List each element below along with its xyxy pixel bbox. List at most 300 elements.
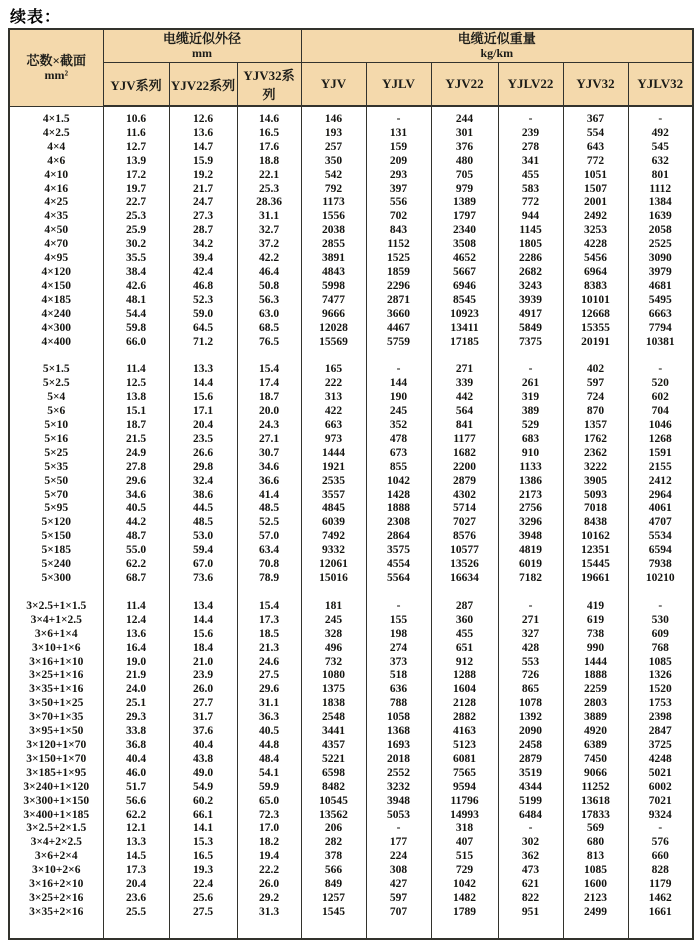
value-cell: 1375 xyxy=(301,683,366,697)
table-row xyxy=(9,530,693,544)
value-cell: 841 xyxy=(431,419,498,433)
value-cell: 912 xyxy=(431,656,498,670)
value-cell: 29.6 xyxy=(237,683,301,697)
table-row xyxy=(9,892,693,906)
value-cell: 37.2 xyxy=(237,238,301,252)
value-cell: 22.1 xyxy=(237,169,301,183)
value-cell: 6002 xyxy=(628,781,693,795)
value-cell: 352 xyxy=(366,419,431,433)
table-row xyxy=(9,405,693,419)
value-cell: 23.5 xyxy=(169,433,237,447)
value-cell: 29.3 xyxy=(103,711,169,725)
value-cell: 2308 xyxy=(366,516,431,530)
core-size-cell: 3×400+1×185 xyxy=(9,809,103,823)
value-cell: 27.5 xyxy=(237,669,301,683)
value-cell: 663 xyxy=(301,419,366,433)
value-cell: 62.2 xyxy=(103,558,169,572)
spacer-row xyxy=(9,106,693,113)
value-cell: 6081 xyxy=(431,753,498,767)
value-cell xyxy=(366,349,431,363)
table-row xyxy=(9,294,693,308)
value-cell: 209 xyxy=(366,155,431,169)
value-cell: 8438 xyxy=(563,516,628,530)
value-cell: 53.0 xyxy=(169,530,237,544)
value-cell: 274 xyxy=(366,642,431,656)
value-cell: 261 xyxy=(498,377,563,391)
value-cell: 2296 xyxy=(366,280,431,294)
value-cell: 3296 xyxy=(498,516,563,530)
table-row xyxy=(9,711,693,725)
value-cell: 979 xyxy=(431,183,498,197)
core-size-cell: 4×6 xyxy=(9,155,103,169)
value-cell: 54.1 xyxy=(237,767,301,781)
header-od-group xyxy=(103,29,301,63)
value-cell: 34.6 xyxy=(103,489,169,503)
value-cell: 1058 xyxy=(366,711,431,725)
value-cell: 1888 xyxy=(366,502,431,516)
table-row xyxy=(9,475,693,489)
value-cell: 3948 xyxy=(498,530,563,544)
value-cell: 12061 xyxy=(301,558,366,572)
core-size-cell: 4×185 xyxy=(9,294,103,308)
value-cell: 8383 xyxy=(563,280,628,294)
core-size-cell: 4×10 xyxy=(9,169,103,183)
value-cell: 367 xyxy=(563,113,628,127)
value-cell: 15355 xyxy=(563,322,628,336)
value-cell: 1921 xyxy=(301,461,366,475)
value-cell: 843 xyxy=(366,224,431,238)
value-cell: 7477 xyxy=(301,294,366,308)
value-cell: 3575 xyxy=(366,544,431,558)
value-cell: 704 xyxy=(628,405,693,419)
value-cell: 14.4 xyxy=(169,614,237,628)
value-cell xyxy=(237,920,301,939)
value-cell: 455 xyxy=(431,628,498,642)
value-cell: 43.8 xyxy=(169,753,237,767)
core-size-cell: 3×240+1×120 xyxy=(9,781,103,795)
value-cell: 2038 xyxy=(301,224,366,238)
value-cell: 350 xyxy=(301,155,366,169)
value-cell: 52.3 xyxy=(169,294,237,308)
table-row xyxy=(9,878,693,892)
value-cell xyxy=(366,106,431,113)
core-size-cell: 3×6+1×4 xyxy=(9,628,103,642)
value-cell: 609 xyxy=(628,628,693,642)
value-cell: 22.2 xyxy=(237,864,301,878)
value-cell: 2964 xyxy=(628,489,693,503)
core-size-cell: 4×35 xyxy=(9,210,103,224)
value-cell: 293 xyxy=(366,169,431,183)
value-cell: 2398 xyxy=(628,711,693,725)
value-cell xyxy=(169,586,237,600)
value-cell: 59.4 xyxy=(169,544,237,558)
value-cell: 3222 xyxy=(563,461,628,475)
spacer-row xyxy=(9,586,693,600)
value-cell: 2001 xyxy=(563,196,628,210)
value-cell: 60.2 xyxy=(169,795,237,809)
value-cell: 31.1 xyxy=(237,697,301,711)
value-cell: 177 xyxy=(366,836,431,850)
value-cell: 257 xyxy=(301,141,366,155)
value-cell: 181 xyxy=(301,600,366,614)
value-cell: 5495 xyxy=(628,294,693,308)
core-size-cell: 3×120+1×70 xyxy=(9,739,103,753)
value-cell: 50.8 xyxy=(237,280,301,294)
value-cell xyxy=(301,349,366,363)
core-size-cell: 5×70 xyxy=(9,489,103,503)
value-cell: 3441 xyxy=(301,725,366,739)
value-cell: 36.8 xyxy=(103,739,169,753)
value-cell: 144 xyxy=(366,377,431,391)
value-cell: 55.0 xyxy=(103,544,169,558)
value-cell: 5714 xyxy=(431,502,498,516)
table-row xyxy=(9,113,693,127)
table-row xyxy=(9,739,693,753)
value-cell xyxy=(169,106,237,113)
value-cell: 25.5 xyxy=(103,906,169,920)
value-cell: 1257 xyxy=(301,892,366,906)
value-cell: 27.3 xyxy=(169,210,237,224)
value-cell: 7182 xyxy=(498,572,563,586)
value-cell xyxy=(563,586,628,600)
core-size-cell: 5×1.5 xyxy=(9,363,103,377)
value-cell xyxy=(366,920,431,939)
value-cell: 402 xyxy=(563,363,628,377)
value-cell: 27.7 xyxy=(169,697,237,711)
value-cell: 313 xyxy=(301,391,366,405)
value-cell xyxy=(431,106,498,113)
value-cell: 13411 xyxy=(431,322,498,336)
value-cell: 22.7 xyxy=(103,196,169,210)
value-cell: 5123 xyxy=(431,739,498,753)
value-cell: 2871 xyxy=(366,294,431,308)
value-cell: 772 xyxy=(498,196,563,210)
value-cell: - xyxy=(498,363,563,377)
table-row xyxy=(9,795,693,809)
value-cell: 3891 xyxy=(301,252,366,266)
value-cell: 15.3 xyxy=(169,836,237,850)
table-row xyxy=(9,683,693,697)
value-cell: 4302 xyxy=(431,489,498,503)
value-cell: 63.0 xyxy=(237,308,301,322)
core-size-cell: 5×16 xyxy=(9,433,103,447)
value-cell: 10210 xyxy=(628,572,693,586)
value-cell: 1288 xyxy=(431,669,498,683)
value-cell: 564 xyxy=(431,405,498,419)
value-cell: 14.5 xyxy=(103,850,169,864)
value-cell: 19.3 xyxy=(169,864,237,878)
value-cell: - xyxy=(628,822,693,836)
value-cell: 4554 xyxy=(366,558,431,572)
value-cell: 6484 xyxy=(498,809,563,823)
value-cell: 48.7 xyxy=(103,530,169,544)
value-cell: 2458 xyxy=(498,739,563,753)
table-row xyxy=(9,516,693,530)
table-row xyxy=(9,656,693,670)
value-cell: 951 xyxy=(498,906,563,920)
value-cell: 3725 xyxy=(628,739,693,753)
value-cell: 20.4 xyxy=(103,878,169,892)
value-cell: - xyxy=(498,600,563,614)
value-cell: 44.8 xyxy=(237,739,301,753)
value-cell: 72.3 xyxy=(237,809,301,823)
core-size-cell: 3×25+2×16 xyxy=(9,892,103,906)
value-cell: 31.7 xyxy=(169,711,237,725)
value-cell: 990 xyxy=(563,642,628,656)
value-cell: 17185 xyxy=(431,336,498,350)
value-cell: 1080 xyxy=(301,669,366,683)
value-cell: 569 xyxy=(563,822,628,836)
value-cell: 1753 xyxy=(628,697,693,711)
value-cell: 46.4 xyxy=(237,266,301,280)
table-row xyxy=(9,725,693,739)
value-cell: 2200 xyxy=(431,461,498,475)
value-cell: 10923 xyxy=(431,308,498,322)
value-cell: 515 xyxy=(431,850,498,864)
table-row xyxy=(9,252,693,266)
value-cell: 5849 xyxy=(498,322,563,336)
value-cell: 66.0 xyxy=(103,336,169,350)
value-cell: 10.6 xyxy=(103,113,169,127)
value-cell: 155 xyxy=(366,614,431,628)
value-cell: 13.4 xyxy=(169,600,237,614)
value-cell: 801 xyxy=(628,169,693,183)
value-cell: 813 xyxy=(563,850,628,864)
value-cell: 4163 xyxy=(431,725,498,739)
value-cell: 3889 xyxy=(563,711,628,725)
value-cell: 724 xyxy=(563,391,628,405)
core-size-cell: 4×50 xyxy=(9,224,103,238)
core-size-cell: 3×70+1×35 xyxy=(9,711,103,725)
value-cell: 44.2 xyxy=(103,516,169,530)
value-cell: 31.1 xyxy=(237,210,301,224)
value-cell: 12.6 xyxy=(169,113,237,127)
value-cell: 944 xyxy=(498,210,563,224)
value-cell: 2855 xyxy=(301,238,366,252)
value-cell: 6598 xyxy=(301,767,366,781)
value-cell: 33.8 xyxy=(103,725,169,739)
header-col-yjv32-series: YJV32系列 xyxy=(237,63,301,107)
value-cell: 1268 xyxy=(628,433,693,447)
value-cell: 1507 xyxy=(563,183,628,197)
core-size-cell: 5×35 xyxy=(9,461,103,475)
value-cell: 1520 xyxy=(628,683,693,697)
core-size-cell: 3×185+1×95 xyxy=(9,767,103,781)
value-cell: 19.0 xyxy=(103,656,169,670)
value-cell xyxy=(498,586,563,600)
core-size-cell: 3×10+1×6 xyxy=(9,642,103,656)
value-cell xyxy=(498,349,563,363)
value-cell: 57.0 xyxy=(237,530,301,544)
value-cell: 2492 xyxy=(563,210,628,224)
value-cell: 6663 xyxy=(628,308,693,322)
value-cell: 25.3 xyxy=(103,210,169,224)
value-cell: - xyxy=(366,363,431,377)
table-row xyxy=(9,502,693,516)
core-size-cell: 3×10+2×6 xyxy=(9,864,103,878)
value-cell: 4467 xyxy=(366,322,431,336)
value-cell: 419 xyxy=(563,600,628,614)
value-cell: 3660 xyxy=(366,308,431,322)
value-cell: 15.9 xyxy=(169,155,237,169)
value-cell: 38.6 xyxy=(169,489,237,503)
value-cell: 576 xyxy=(628,836,693,850)
value-cell: 73.6 xyxy=(169,572,237,586)
value-cell xyxy=(103,106,169,113)
value-cell: 726 xyxy=(498,669,563,683)
value-cell: 29.6 xyxy=(103,475,169,489)
value-cell: 12668 xyxy=(563,308,628,322)
value-cell: 17833 xyxy=(563,809,628,823)
table-row xyxy=(9,836,693,850)
value-cell: 2803 xyxy=(563,697,628,711)
spacer-row xyxy=(9,920,693,939)
value-cell: 7027 xyxy=(431,516,498,530)
table-row xyxy=(9,489,693,503)
value-cell: 224 xyxy=(366,850,431,864)
value-cell xyxy=(366,586,431,600)
value-cell: 198 xyxy=(366,628,431,642)
value-cell: 15.4 xyxy=(237,363,301,377)
value-cell: 1046 xyxy=(628,419,693,433)
value-cell: 2864 xyxy=(366,530,431,544)
value-cell: 3948 xyxy=(366,795,431,809)
value-cell: 5221 xyxy=(301,753,366,767)
value-cell: - xyxy=(366,113,431,127)
value-cell: 68.7 xyxy=(103,572,169,586)
value-cell: 556 xyxy=(366,196,431,210)
value-cell: 729 xyxy=(431,864,498,878)
value-cell: 1591 xyxy=(628,447,693,461)
value-cell: 428 xyxy=(498,642,563,656)
value-cell: 3253 xyxy=(563,224,628,238)
value-cell: 36.6 xyxy=(237,475,301,489)
value-cell xyxy=(563,106,628,113)
value-cell: 301 xyxy=(431,127,498,141)
core-size-cell: 5×185 xyxy=(9,544,103,558)
value-cell xyxy=(169,349,237,363)
value-cell: 245 xyxy=(366,405,431,419)
value-cell: 2259 xyxy=(563,683,628,697)
core-size-cell xyxy=(9,586,103,600)
value-cell: 24.9 xyxy=(103,447,169,461)
value-cell: 1604 xyxy=(431,683,498,697)
value-cell: 3232 xyxy=(366,781,431,795)
value-cell xyxy=(498,106,563,113)
value-cell: 427 xyxy=(366,878,431,892)
value-cell: 25.1 xyxy=(103,697,169,711)
value-cell: 34.6 xyxy=(237,461,301,475)
value-cell: 46.8 xyxy=(169,280,237,294)
value-cell: 6946 xyxy=(431,280,498,294)
table-row xyxy=(9,224,693,238)
value-cell: 7021 xyxy=(628,795,693,809)
value-cell: 1392 xyxy=(498,711,563,725)
core-size-cell: 5×240 xyxy=(9,558,103,572)
value-cell: 28.7 xyxy=(169,224,237,238)
value-cell: 651 xyxy=(431,642,498,656)
value-cell: 660 xyxy=(628,850,693,864)
table-row xyxy=(9,280,693,294)
value-cell: 772 xyxy=(563,155,628,169)
value-cell: 13526 xyxy=(431,558,498,572)
table-header xyxy=(9,29,693,106)
value-cell: 341 xyxy=(498,155,563,169)
core-size-cell: 5×95 xyxy=(9,502,103,516)
table-row xyxy=(9,753,693,767)
value-cell: 1444 xyxy=(301,447,366,461)
value-cell: 12.1 xyxy=(103,822,169,836)
value-cell: 9324 xyxy=(628,809,693,823)
value-cell: 71.2 xyxy=(169,336,237,350)
value-cell: 19.4 xyxy=(237,850,301,864)
value-cell: - xyxy=(628,113,693,127)
value-cell: 1042 xyxy=(431,878,498,892)
value-cell: 165 xyxy=(301,363,366,377)
value-cell: 23.9 xyxy=(169,669,237,683)
core-size-cell: 4×150 xyxy=(9,280,103,294)
core-size-cell: 5×25 xyxy=(9,447,103,461)
value-cell xyxy=(563,349,628,363)
value-cell: 855 xyxy=(366,461,431,475)
value-cell: 910 xyxy=(498,447,563,461)
value-cell: 14.6 xyxy=(237,113,301,127)
value-cell: 3243 xyxy=(498,280,563,294)
value-cell: 1112 xyxy=(628,183,693,197)
value-cell: 2123 xyxy=(563,892,628,906)
core-size-cell: 4×300 xyxy=(9,322,103,336)
value-cell: 56.3 xyxy=(237,294,301,308)
value-cell: 282 xyxy=(301,836,366,850)
value-cell: 20.4 xyxy=(169,419,237,433)
value-cell: 328 xyxy=(301,628,366,642)
table-row xyxy=(9,210,693,224)
value-cell: 40.5 xyxy=(237,725,301,739)
value-cell: 26.0 xyxy=(237,878,301,892)
value-cell: 15016 xyxy=(301,572,366,586)
value-cell: 14.1 xyxy=(169,822,237,836)
value-cell: 206 xyxy=(301,822,366,836)
value-cell: 26.0 xyxy=(169,683,237,697)
value-cell: 15.1 xyxy=(103,405,169,419)
value-cell: 18.7 xyxy=(237,391,301,405)
value-cell: 1173 xyxy=(301,196,366,210)
core-size-cell: 4×95 xyxy=(9,252,103,266)
value-cell: 442 xyxy=(431,391,498,405)
value-cell: 27.8 xyxy=(103,461,169,475)
header-wt-unit: kg/km xyxy=(480,46,514,60)
value-cell: 2552 xyxy=(366,767,431,781)
value-cell: 3090 xyxy=(628,252,693,266)
value-cell: 1368 xyxy=(366,725,431,739)
core-size-cell: 4×240 xyxy=(9,308,103,322)
value-cell: 2058 xyxy=(628,224,693,238)
core-size-cell: 5×300 xyxy=(9,572,103,586)
value-cell: 2879 xyxy=(431,475,498,489)
value-cell: 19.7 xyxy=(103,183,169,197)
table-row xyxy=(9,419,693,433)
core-size-cell: 3×2.5+1×1.5 xyxy=(9,600,103,614)
core-size-cell: 4×1.5 xyxy=(9,113,103,127)
value-cell: 11.4 xyxy=(103,363,169,377)
value-cell: 792 xyxy=(301,183,366,197)
value-cell: 4707 xyxy=(628,516,693,530)
value-cell: 46.0 xyxy=(103,767,169,781)
header-col-yjlv: YJLV xyxy=(366,63,431,107)
value-cell: 159 xyxy=(366,141,431,155)
value-cell: 643 xyxy=(563,141,628,155)
value-cell: 4920 xyxy=(563,725,628,739)
